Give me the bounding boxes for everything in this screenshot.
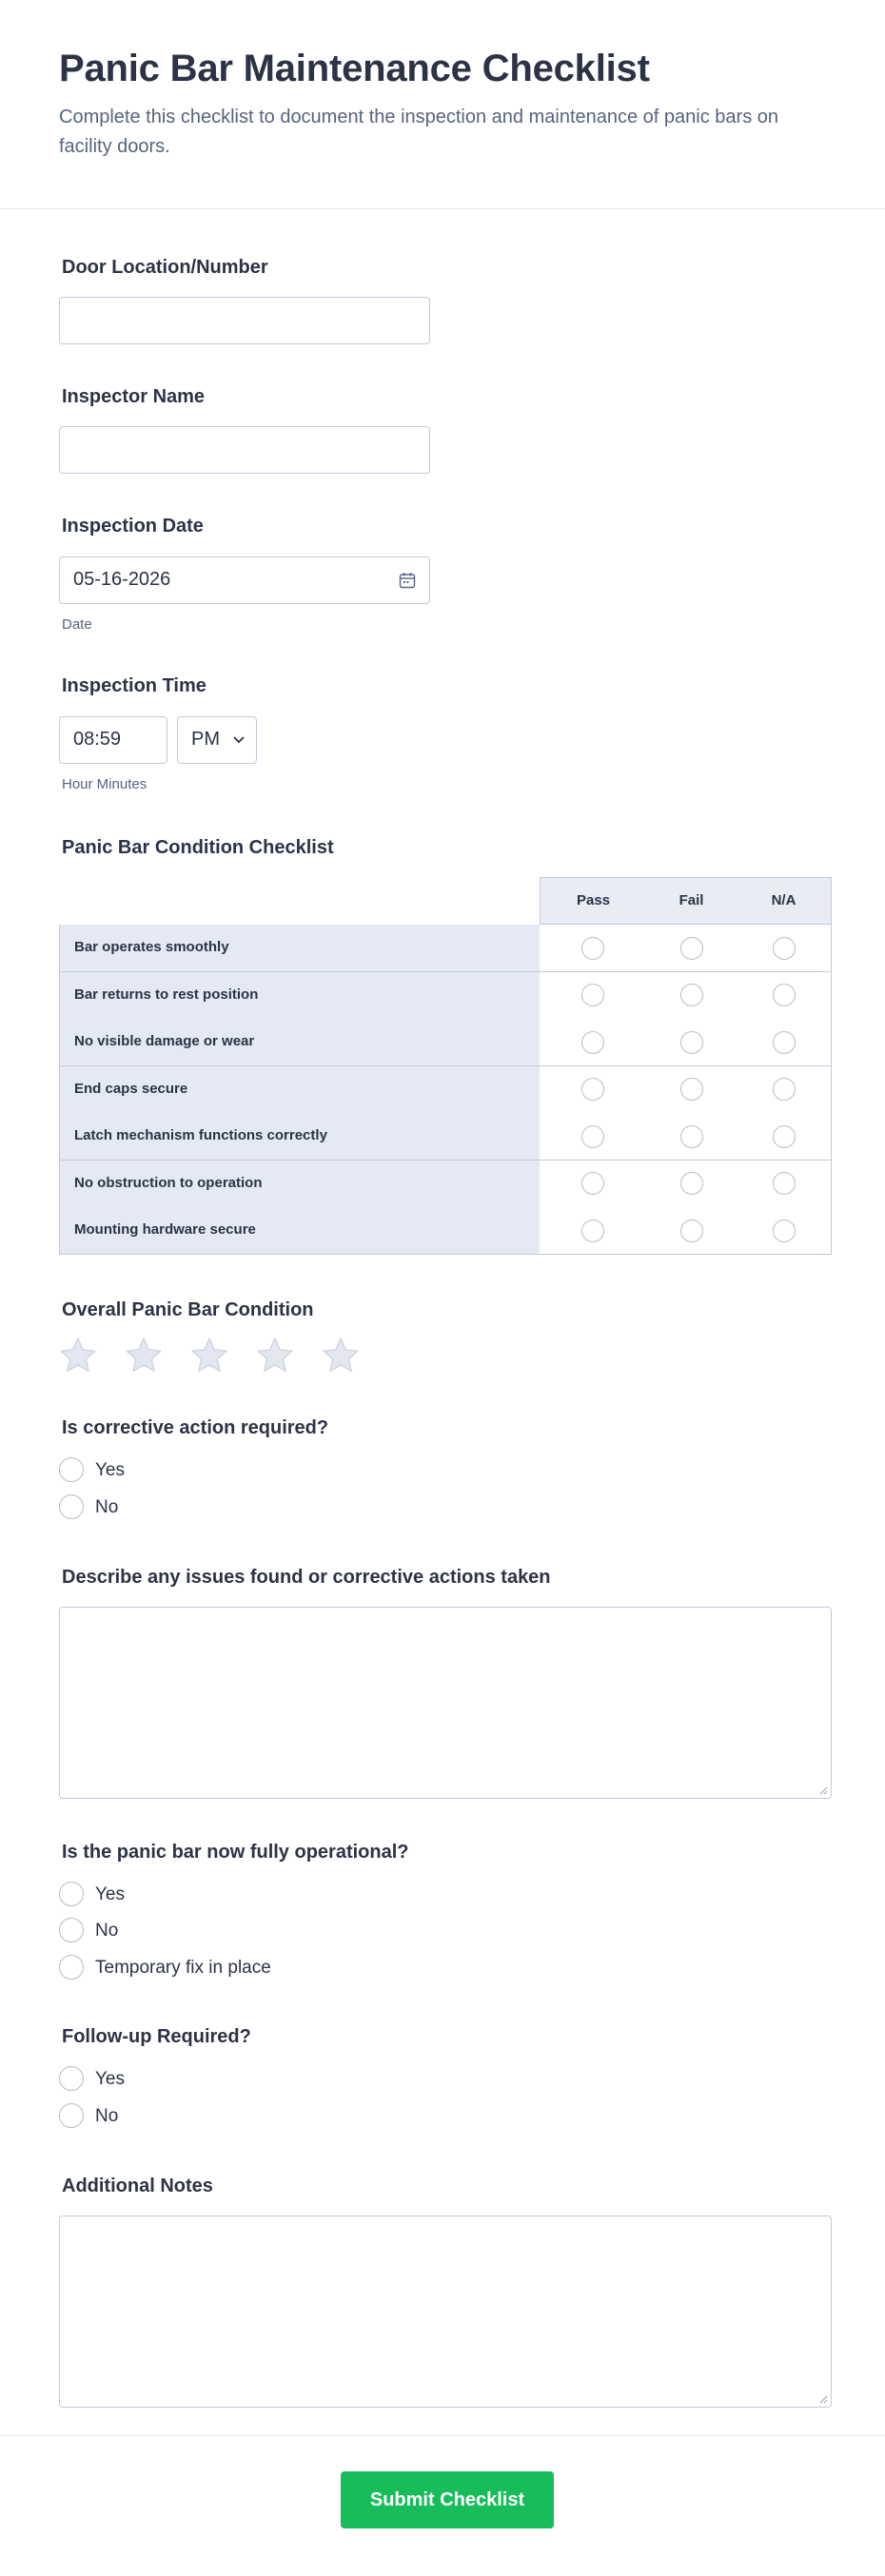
matrix-radio-pass[interactable] (581, 1220, 604, 1242)
matrix-radio-pass[interactable] (581, 1125, 604, 1148)
radio-label: Temporary fix in place (95, 1958, 271, 1978)
star-icon[interactable] (255, 1336, 295, 1376)
matrix-radio-fail[interactable] (680, 1078, 703, 1101)
matrix-cell-na (737, 1019, 832, 1066)
matrix-radio-pass[interactable] (581, 1172, 604, 1195)
resize-handle-icon[interactable] (818, 2394, 828, 2404)
matrix-col-label: N/A (771, 892, 796, 908)
matrix-cell-pass (540, 925, 647, 972)
matrix-row-label (59, 1161, 541, 1208)
matrix-radio-na[interactable] (773, 1031, 796, 1054)
inspection-time-value: 08:59 (73, 729, 122, 750)
radio-button[interactable] (59, 1918, 84, 1942)
ampm-value: PM (191, 729, 220, 750)
matrix-cell-fail (646, 1207, 738, 1255)
matrix-radio-fail[interactable] (680, 1031, 703, 1054)
inspector-name-input[interactable] (59, 426, 430, 474)
matrix-cell-fail (646, 1161, 738, 1208)
corrective-action-label: Is corrective action required? (62, 1417, 329, 1438)
radio-button[interactable] (59, 1457, 84, 1482)
matrix-cell-fail (646, 1019, 738, 1066)
radio-button[interactable] (59, 2066, 84, 2091)
star-icon[interactable] (189, 1336, 229, 1376)
door-location-label: Door Location/Number (62, 257, 268, 278)
additional-notes-textarea[interactable] (59, 2215, 832, 2408)
matrix-cell-pass (540, 1113, 647, 1161)
matrix-radio-fail[interactable] (680, 1172, 703, 1195)
radio-label: Yes (95, 1884, 125, 1904)
matrix-row-label (59, 972, 541, 1020)
matrix-row-label (59, 925, 541, 972)
matrix-row-text: Latch mechanism functions correctly (74, 1127, 327, 1143)
radio-label: Yes (95, 2069, 125, 2089)
matrix-radio-pass[interactable] (581, 937, 604, 960)
matrix-cell-fail (646, 1113, 738, 1161)
issues-description-label: Describe any issues found or corrective actions taken (62, 1567, 551, 1588)
form-title: Panic Bar Maintenance Checklist (59, 48, 650, 89)
matrix-cell-pass (540, 972, 647, 1020)
matrix-radio-pass[interactable] (581, 984, 604, 1006)
matrix-radio-fail[interactable] (680, 984, 703, 1006)
submit-button[interactable]: Submit Checklist (341, 2471, 554, 2528)
matrix-col-label: Fail (678, 892, 704, 908)
overall-condition-label: Overall Panic Bar Condition (62, 1299, 314, 1320)
matrix-radio-fail[interactable] (680, 1125, 703, 1148)
matrix-row-text: No visible damage or wear (74, 1033, 255, 1049)
matrix-row-label (59, 1019, 541, 1066)
matrix-cell-fail (646, 925, 738, 972)
matrix-cell-fail (646, 1066, 738, 1114)
matrix-cell-na (737, 1113, 832, 1161)
matrix-cell-pass (540, 1019, 647, 1066)
matrix-cell-na (737, 925, 832, 972)
form-subtitle: Complete this checklist to document the inspection and maintenance of panic bars on facility doors. (59, 107, 778, 157)
matrix-cell-fail (646, 972, 738, 1020)
radio-button[interactable] (59, 1882, 84, 1906)
matrix-row-text: End caps secure (74, 1080, 188, 1097)
matrix-cell-na (737, 972, 832, 1020)
inspection-time-sublabel: Hour Minutes (62, 776, 148, 792)
matrix-radio-na[interactable] (773, 1220, 796, 1242)
matrix-row-label (59, 1113, 541, 1161)
checklist-label: Panic Bar Condition Checklist (62, 837, 334, 858)
matrix-col-label: Pass (576, 892, 611, 908)
chevron-down-icon (233, 736, 245, 744)
issues-description-textarea[interactable] (59, 1607, 832, 1799)
matrix-row-text: Mounting hardware secure (74, 1221, 256, 1238)
form-header (0, 0, 885, 209)
matrix-row-text: No obstruction to operation (74, 1174, 263, 1191)
radio-label: No (95, 1497, 119, 1517)
matrix-radio-na[interactable] (773, 1078, 796, 1101)
radio-label: No (95, 2106, 119, 2126)
fully-operational-label: Is the panic bar now fully operational? (62, 1842, 409, 1863)
matrix-radio-na[interactable] (773, 1172, 796, 1195)
star-icon[interactable] (58, 1336, 98, 1376)
matrix-cell-pass (540, 1161, 647, 1208)
inspection-date-label: Inspection Date (62, 516, 204, 537)
inspection-time-input[interactable] (59, 716, 167, 764)
matrix-cell-na (737, 1207, 832, 1255)
radio-button[interactable] (59, 1494, 84, 1519)
ampm-select[interactable] (177, 716, 257, 764)
matrix-cell-na (737, 1161, 832, 1208)
matrix-row-text: Bar returns to rest position (74, 986, 259, 1003)
inspector-name-label: Inspector Name (62, 386, 206, 407)
radio-label: Yes (95, 1460, 125, 1480)
door-location-input[interactable] (59, 297, 430, 344)
star-icon[interactable] (124, 1336, 164, 1376)
inspection-date-input[interactable] (59, 556, 430, 604)
matrix-cell-pass (540, 1066, 647, 1114)
matrix-col-pass (540, 877, 647, 925)
inspection-date-sublabel: Date (62, 616, 92, 633)
follow-up-label: Follow-up Required? (62, 2026, 251, 2047)
radio-label: No (95, 1921, 119, 1941)
inspection-time-label: Inspection Time (62, 675, 206, 696)
matrix-col-na (737, 877, 832, 925)
matrix-col-fail (646, 877, 738, 925)
matrix-cell-pass (540, 1207, 647, 1255)
inspection-date-value: 05-16-2026 (73, 569, 171, 590)
matrix-row-label (59, 1066, 541, 1114)
matrix-radio-fail[interactable] (680, 1220, 703, 1242)
matrix-row-label (59, 1207, 541, 1255)
radio-button[interactable] (59, 1955, 84, 1980)
matrix-cell-na (737, 1066, 832, 1114)
matrix-radio-fail[interactable] (680, 937, 703, 960)
matrix-radio-na[interactable] (773, 937, 796, 960)
radio-button[interactable] (59, 2103, 84, 2128)
matrix-radio-pass[interactable] (581, 1078, 604, 1101)
matrix-radio-pass[interactable] (581, 1031, 604, 1054)
star-icon[interactable] (321, 1336, 361, 1376)
additional-notes-label: Additional Notes (62, 2176, 213, 2196)
footer-divider (0, 2435, 885, 2436)
matrix-radio-na[interactable] (773, 984, 796, 1006)
resize-handle-icon[interactable] (818, 1786, 828, 1795)
matrix-radio-na[interactable] (773, 1125, 796, 1148)
calendar-icon[interactable] (399, 572, 416, 589)
matrix-row-text: Bar operates smoothly (74, 939, 229, 955)
